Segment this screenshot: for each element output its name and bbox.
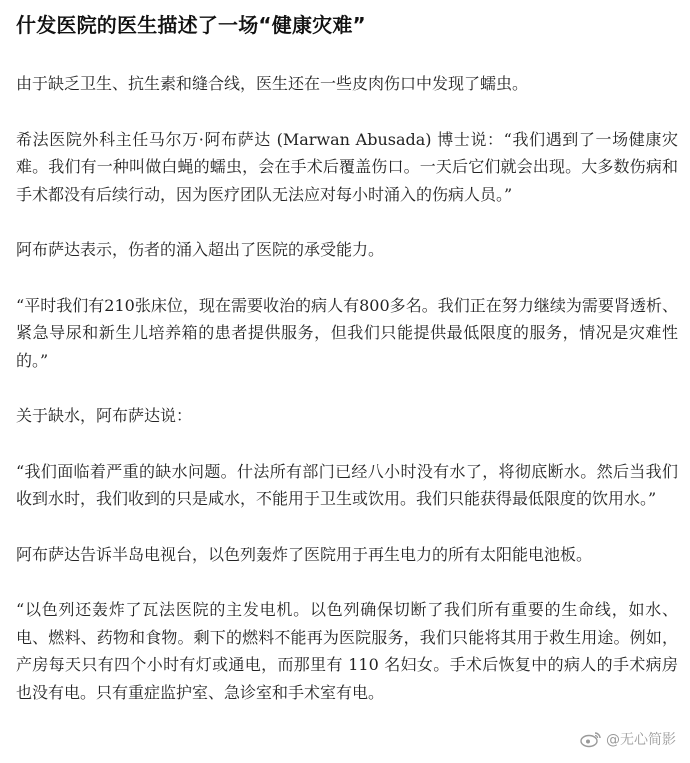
weibo-logo-icon [580,730,602,748]
watermark [580,729,676,749]
article-headline: 什发医院的医生描述了一场“健康灾难” [16,13,366,37]
paragraph-8: “以色列还轰炸了瓦法医院的主发电机。以色列确保切断了我们所有重要的生命线，如水、电、燃料、药物和食物。剩下的燃料不能再为医院服务，我们只能将其用于救生用途。例如，产房每天只有四个小时有灯或通电，而那里有 110 名妇女。手术后恢复中的病人的手术病房也没有电。只有重症监护室、急诊室和手术室有电。 [16,600,678,702]
article [16,0,678,706]
paragraph-2: 希法医院外科主任马尔万·阿布萨达 (Marwan Abusada) 博士说：“我们遇到了一场健康灾难。我们有一种叫做白蝇的蠕虫，会在手术后覆盖伤口。一天后它们就会出现。大多数伤病和手术都没有后续行动，因为医疗团队无法应对每小时涌入的伤病人员。” [16,129,678,204]
paragraph-3: 阿布萨达表示，伤者的涌入超出了医院的承受能力。 [16,240,385,259]
paragraph-4: “平时我们有210张床位，现在需要收治的病人有800多名。我们正在努力继续为需要肾透析、紧急导尿和新生儿培养箱的患者提供服务，但我们只能提供最低限度的服务，情况是灾难性的。” [16,295,678,370]
paragraph-1: 由于缺乏卫生、抗生素和缝合线，医生还在一些皮肉伤口中发现了蠕虫。 [16,74,529,93]
paragraph-5: 关于缺水，阿布萨达说： [16,406,193,425]
paragraph-7: 阿布萨达告诉半岛电视台，以色列轰炸了医院用于再生电力的所有太阳能电池板。 [16,544,593,564]
paragraph-6: “我们面临着严重的缺水问题。什法所有部门已经八小时没有水了，将彻底断水。然后当我们收到水时，我们收到的只是咸水，不能用于卫生或饮用。我们只能获得最低限度的饮用水。” [16,461,678,508]
watermark-text: @无心简影 [606,732,676,748]
